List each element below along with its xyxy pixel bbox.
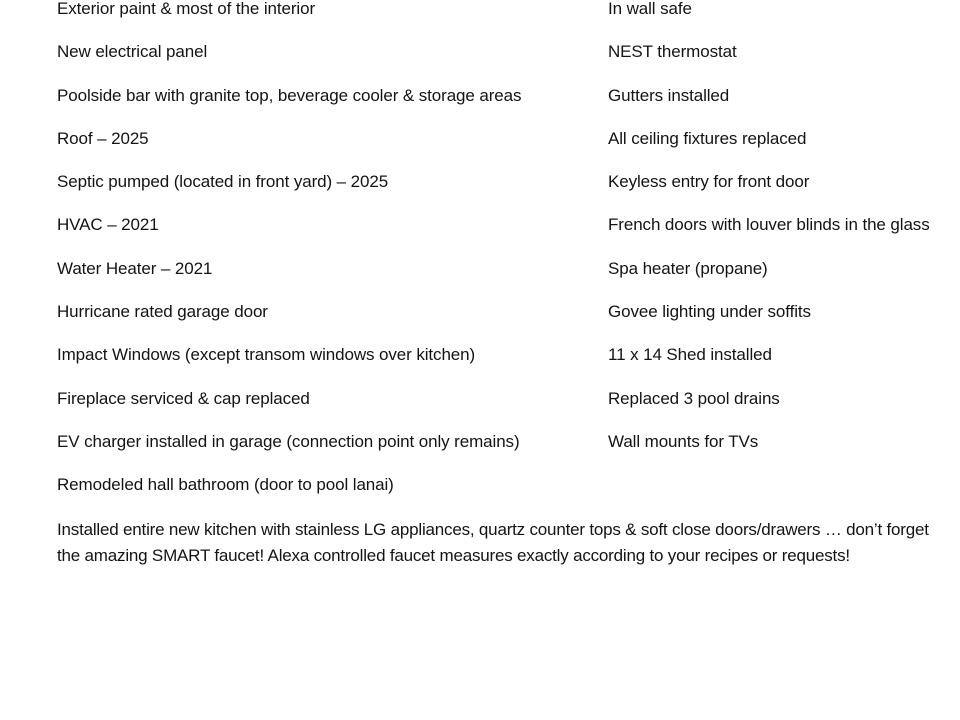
list-item: EV charger installed in garage (connection point only remains)	[57, 431, 520, 451]
list-item: All ceiling fixtures replaced	[608, 128, 807, 148]
list-item: 11 x 14 Shed installed	[608, 345, 772, 365]
list-item: Replaced 3 pool drains	[608, 388, 780, 408]
list-item: Spa heater (propane)	[608, 258, 768, 278]
kitchen-note-line-1: Installed entire new kitchen with stainless LG appliances, quartz counter tops & soft close doors/drawers … don’t forget	[57, 520, 929, 539]
list-item: Exterior paint & most of the interior	[57, 0, 316, 18]
list-item: Fireplace serviced & cap replaced	[57, 388, 310, 408]
list-item: Hurricane rated garage door	[57, 302, 268, 322]
list-item: Poolside bar with granite top, beverage cooler & storage areas	[57, 85, 522, 105]
list-item: NEST thermostat	[608, 42, 737, 62]
list-item: New electrical panel	[57, 42, 208, 62]
list-item: French doors with louver blinds in the glass	[608, 215, 930, 235]
list-item: In wall safe	[608, 0, 692, 18]
list-item: HVAC – 2021	[57, 215, 159, 235]
list-item: Gutters installed	[608, 85, 730, 105]
kitchen-note	[57, 517, 929, 569]
list-item: Septic pumped (located in front yard) – 2025	[57, 172, 389, 192]
list-item: Keyless entry for front door	[608, 172, 810, 192]
list-item: Govee lighting under soffits	[608, 302, 811, 322]
upgrades-list-left	[57, 0, 521, 520]
list-item: Remodeled hall bathroom (door to pool lanai)	[57, 475, 394, 495]
list-item: Wall mounts for TVs	[608, 431, 759, 451]
list-item: Impact Windows (except transom windows over kitchen)	[57, 345, 476, 365]
list-item: Roof – 2025	[57, 128, 149, 148]
upgrades-list-right	[608, 0, 930, 476]
kitchen-note-line-2: the amazing SMART faucet! Alexa controlled faucet measures exactly according to your recipes or requests!	[57, 546, 850, 565]
list-item: Water Heater – 2021	[57, 258, 213, 278]
